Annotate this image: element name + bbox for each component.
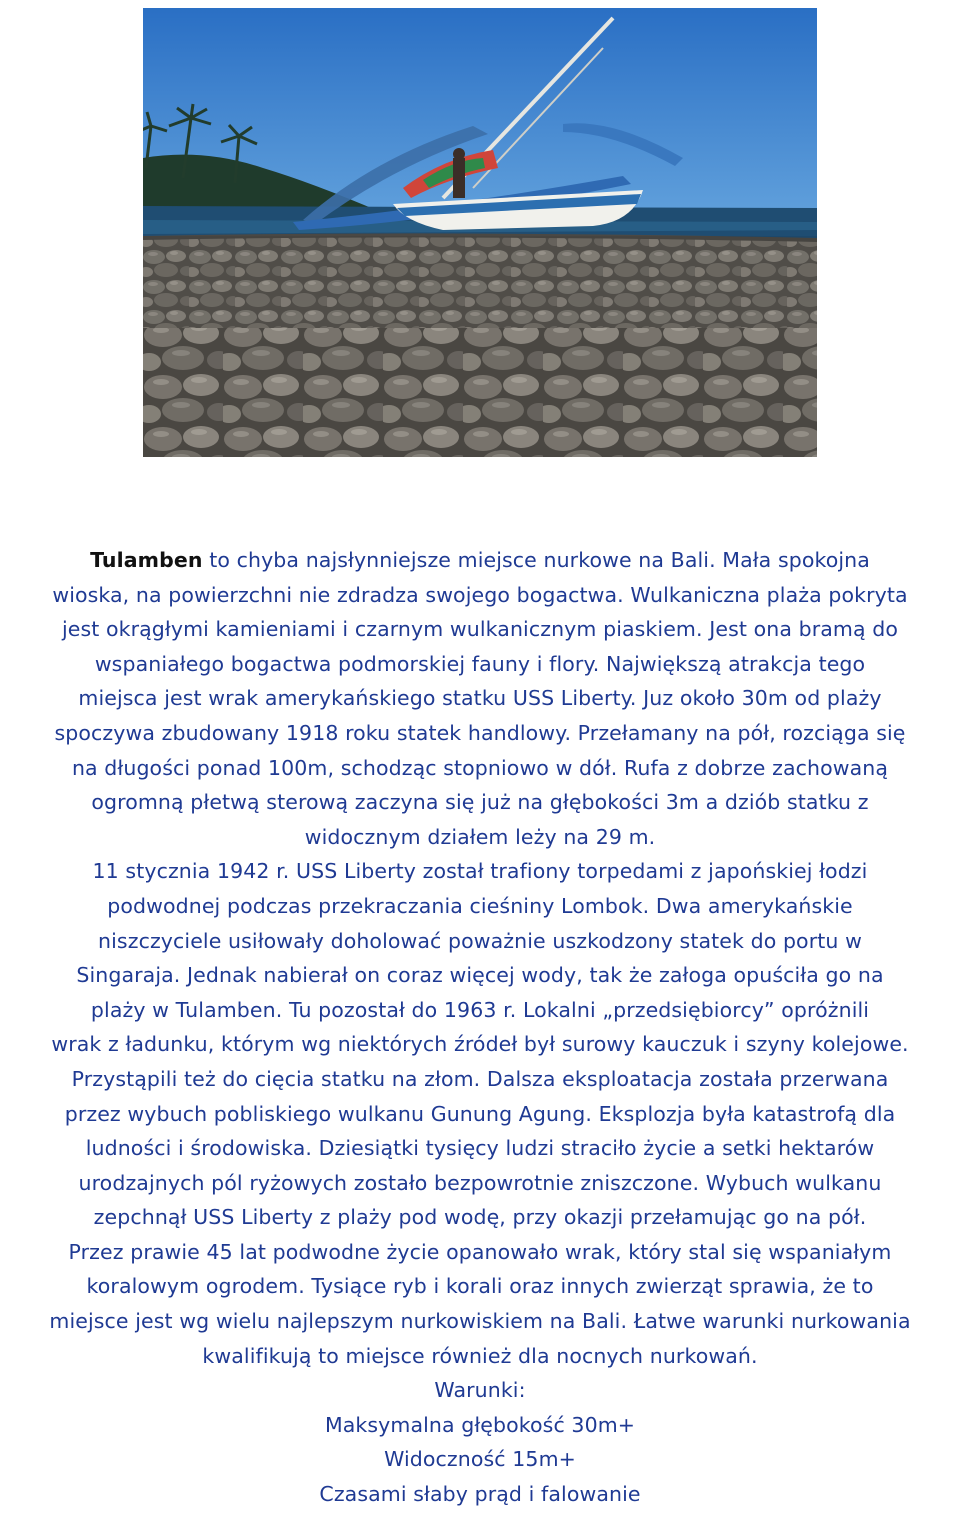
article-line: ludności i środowiska. Dziesiątki tysięcy ludzi straciło życie a setki hektarów [85,1136,875,1161]
article-line: przez wybuch pobliskiego wulkanu Gunung Agung. Eksplozja była katastrofą dla [64,1101,896,1126]
article-line: 11 stycznia 1942 r. USS Liberty został trafiony torpedami z japońskiej łodzi [92,859,868,884]
article-line: koralowym ogrodem. Tysiące ryb i korali oraz innych zwierząt sprawia, że to [86,1274,874,1299]
article-line: niszczyciele usiłowały doholować poważnie uszkodzony statek do portu w [98,928,862,953]
article-line: wspaniałego bogactwa podmorskiej fauny i flory. Największą atrakcja tego [94,651,866,676]
article-line: Tulamben to chyba najsłynniejsze miejsce nurkowe na Bali. Mała spokojna [90,548,870,572]
article-line: kwalifikują to miejsce również dla nocnych nurkowań. [202,1343,758,1368]
article-line: miejsca jest wrak amerykańskiego statku USS Liberty. Juz około 30m od plaży [78,686,882,711]
article-line: ogromną płetwą sterową zaczyna się już na głębokości 3m a dziób statku z [91,790,869,815]
place-name: Tulamben [90,548,203,572]
article-line: zepchnął USS Liberty z plaży pod wodę, przy okazji przełamując go na pół. [93,1205,867,1230]
article-line: podwodnej podczas przekraczania cieśniny Lombok. Dwa amerykańskie [107,893,853,918]
article-line: spoczywa zbudowany 1918 roku statek handlowy. Przełamany na pół, rozciąga się [54,720,906,745]
condition-current: Czasami słaby prąd i falowanie [319,1482,641,1507]
article-line: na długości ponad 100m, schodząc stopniowo w dół. Rufa z dobrze zachowaną [71,755,889,780]
article-line: wrak z ładunku, którym wg niektórych źródeł był surowy kauczuk i szyny kolejowe. [51,1032,909,1057]
article-line: widocznym działem leży na 29 m. [304,824,656,849]
condition-max-depth: Maksymalna głębokość 30m+ [324,1412,636,1437]
article-line: jest okrągłymi kamieniami i czarnym wulkanicznym piaskiem. Jest ona bramą do [61,617,899,642]
article-line: plaży w Tulamben. Tu pozostał do 1963 r. Lokalni „przedsiębiorcy” opróżnili [90,997,870,1022]
article-line: Przez prawie 45 lat podwodne życie opanowało wrak, który stal się wspaniałym [68,1239,892,1264]
condition-visibility: Widoczność 15m+ [384,1447,576,1472]
article-line: wioska, na powierzchni nie zdradza swojego bogactwa. Wulkaniczna plaża pokryta [52,582,908,607]
conditions-heading: Warunki: [434,1378,526,1403]
article-line: Singaraja. Jednak nabierał on coraz więcej wody, tak że załoga opuściła go na [76,963,884,988]
article-line: miejsce jest wg wielu najlepszym nurkowiskiem na Bali. Łatwe warunki nurkowania [49,1309,911,1334]
article-line: Przystąpili też do cięcia statku na złom. Dalsza eksploatacja została przerwana [71,1066,889,1091]
beach-boat-illustration [143,8,817,457]
beach-boat-photo [143,8,817,457]
article-line: urodzajnych pól ryżowych zostało bezpowrotnie zniszczone. Wybuch wulkanu [78,1170,882,1195]
article-body [0,543,960,1512]
